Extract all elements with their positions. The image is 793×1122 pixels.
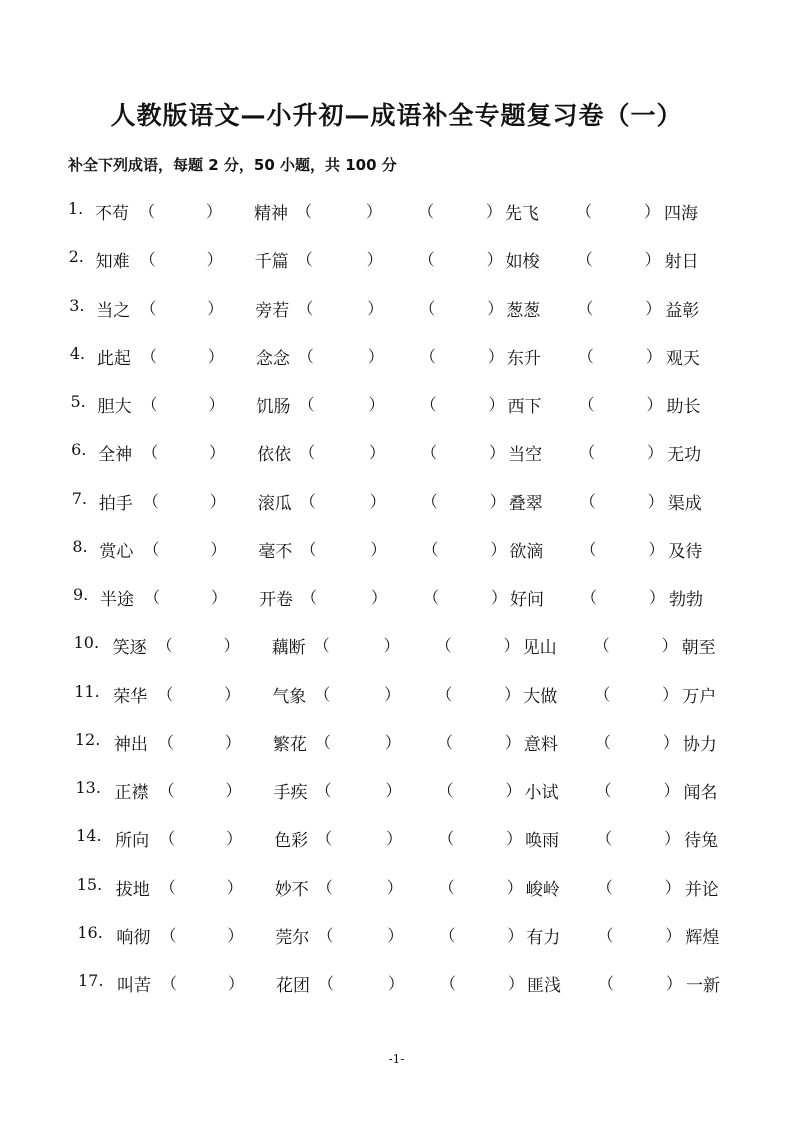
blank-open[interactable]: （ (581, 588, 598, 607)
blank-close: ） (367, 346, 384, 366)
idiom-word: 助长 (666, 397, 701, 417)
idiom-word: 东升 (506, 348, 541, 369)
blank-close: ） (645, 298, 662, 318)
idiom-word: 叫苦 (117, 976, 151, 996)
idiom-word: 胆大 (97, 397, 132, 417)
blank-open[interactable]: （ (301, 588, 318, 607)
idiom-word: 正襟 (114, 783, 149, 803)
blank-close: ） (664, 829, 681, 849)
blank-close: ） (366, 250, 383, 270)
blank-close: ） (384, 732, 401, 752)
blank-close: ） (367, 298, 384, 318)
idiom-word: 辉煌 (685, 927, 720, 948)
blank-open[interactable]: （ (139, 250, 156, 270)
blank-close: ） (385, 781, 402, 800)
blank-open[interactable]: （ (595, 781, 612, 800)
idiom-row (0, 296, 793, 326)
blank-close: ） (663, 781, 680, 800)
idiom-word: 大做 (523, 686, 558, 707)
blank-close: ） (388, 974, 405, 993)
blank-open[interactable]: （ (597, 925, 614, 945)
blank-open[interactable]: （ (421, 443, 438, 463)
blank-open[interactable]: （ (314, 684, 331, 704)
question-number: 16. (77, 922, 103, 942)
idiom-word: 半途 (100, 590, 134, 610)
blank-open[interactable]: （ (300, 539, 317, 559)
blank-open[interactable]: （ (420, 395, 437, 414)
blank-open[interactable]: （ (157, 684, 174, 704)
blank-close: ） (486, 250, 503, 270)
idiom-word: 当之 (96, 300, 131, 321)
blank-close: ） (489, 491, 506, 511)
blank-open[interactable]: （ (418, 202, 435, 221)
idiom-word: 荣华 (113, 686, 148, 707)
blank-open[interactable]: （ (419, 298, 436, 318)
idiom-word: 四海 (664, 204, 698, 224)
question-number: 2. (68, 247, 84, 267)
idiom-word: 此起 (96, 348, 131, 369)
blank-close: ） (368, 395, 385, 414)
blank-open[interactable]: （ (299, 443, 316, 463)
blank-close: ） (503, 636, 520, 656)
idiom-row (0, 633, 793, 663)
blank-open[interactable]: （ (160, 925, 177, 945)
idiom-word: 毫不 (258, 541, 293, 562)
question-number: 7. (71, 488, 88, 508)
blank-close: ） (504, 732, 521, 752)
idiom-row (0, 440, 793, 470)
blank-close: ） (649, 588, 666, 607)
blank-close: ） (386, 829, 403, 849)
blank-close: ） (208, 395, 225, 414)
question-number: 15. (76, 874, 103, 894)
blank-open[interactable]: （ (158, 781, 175, 800)
idiom-word: 赏心 (99, 541, 134, 562)
blank-open[interactable]: （ (579, 491, 596, 511)
blank-close: ） (206, 250, 223, 270)
blank-close: ） (369, 491, 386, 511)
idiom-word: 及待 (668, 541, 703, 562)
blank-close: ） (506, 829, 523, 849)
blank-close: ） (487, 346, 504, 366)
idiom-word: 欲滴 (509, 541, 544, 562)
blank-close: ） (209, 491, 226, 511)
idiom-word: 好问 (510, 590, 544, 610)
blank-open[interactable]: （ (316, 877, 333, 897)
blank-close: ） (209, 443, 226, 463)
blank-open[interactable]: （ (316, 829, 333, 849)
idiom-word: 妙不 (274, 879, 309, 900)
blank-close: ） (224, 732, 241, 752)
idiom-word: 笑逐 (112, 638, 147, 659)
idiom-word: 旁若 (255, 300, 290, 321)
blank-close: ） (383, 636, 400, 656)
blank-close: ） (370, 539, 387, 559)
idiom-word: 手疾 (273, 783, 308, 803)
blank-open[interactable]: （ (315, 781, 332, 800)
blank-close: ） (206, 202, 223, 221)
blank-close: ） (211, 588, 228, 607)
idiom-word: 气象 (272, 686, 307, 707)
question-number: 1. (68, 199, 84, 218)
idiom-row (0, 730, 793, 760)
blank-open[interactable]: （ (161, 974, 178, 993)
idiom-word: 全神 (98, 445, 133, 466)
question-number: 4. (69, 343, 86, 363)
idiom-word: 西下 (507, 397, 542, 417)
blank-open[interactable]: （ (436, 732, 453, 752)
page-title: 人教版语文—小升初—成语补全专题复习卷（一） (110, 101, 683, 130)
idiom-word: 花团 (276, 976, 310, 996)
blank-open[interactable]: （ (157, 732, 174, 752)
idiom-word: 意料 (523, 734, 558, 755)
idiom-word: 藕断 (271, 638, 306, 659)
blank-open[interactable]: （ (576, 250, 593, 270)
blank-close: ） (662, 684, 679, 704)
idiom-word: 一新 (686, 976, 720, 996)
blank-open[interactable]: （ (297, 346, 314, 366)
blank-open[interactable]: （ (440, 974, 457, 993)
blank-open[interactable]: （ (297, 298, 314, 318)
blank-open[interactable]: （ (577, 346, 594, 366)
idiom-word: 朝至 (681, 638, 716, 659)
idiom-row (0, 778, 793, 808)
blank-close: ） (210, 539, 227, 559)
idiom-word: 如梭 (505, 252, 540, 273)
idiom-word: 知难 (95, 252, 130, 273)
idiom-row (0, 537, 793, 567)
idiom-word: 葱葱 (506, 300, 541, 321)
blank-close: ） (488, 395, 505, 414)
blank-open[interactable]: （ (437, 781, 454, 800)
idiom-word: 色彩 (274, 831, 309, 852)
blank-close: ） (369, 443, 386, 463)
blank-open[interactable]: （ (435, 636, 452, 656)
blank-open[interactable]: （ (598, 974, 615, 993)
idiom-row (0, 344, 793, 374)
idiom-word: 饥肠 (256, 397, 291, 417)
idiom-word: 响彻 (116, 927, 151, 948)
idiom-word: 当空 (508, 445, 543, 466)
blank-close: ） (490, 539, 507, 559)
blank-open[interactable]: （ (142, 491, 159, 511)
blank-open[interactable]: （ (436, 684, 453, 704)
blank-close: ） (487, 298, 504, 318)
blank-open[interactable]: （ (577, 298, 594, 318)
idiom-word: 待兔 (684, 831, 719, 852)
question-number: 14. (76, 826, 102, 846)
blank-open[interactable]: （ (144, 588, 161, 607)
idiom-word: 所向 (115, 831, 150, 852)
blank-close: ） (224, 684, 241, 704)
blank-close: ） (661, 636, 678, 656)
blank-close: ） (662, 732, 679, 752)
blank-open[interactable]: （ (578, 395, 595, 414)
idiom-word: 协力 (682, 734, 717, 755)
blank-close: ） (226, 829, 243, 849)
question-number: 9. (73, 585, 89, 604)
blank-close: ） (207, 298, 224, 318)
blank-close: ） (508, 974, 525, 993)
blank-open[interactable]: （ (317, 925, 334, 945)
blank-open[interactable]: （ (299, 491, 316, 511)
blank-close: ） (207, 346, 224, 366)
question-number: 5. (70, 392, 86, 411)
blank-close: ） (666, 974, 683, 993)
idiom-word: 依依 (257, 445, 292, 466)
blank-open[interactable]: （ (139, 202, 156, 221)
idiom-word: 先飞 (505, 204, 539, 224)
blank-open[interactable]: （ (314, 732, 331, 752)
blank-open[interactable]: （ (142, 443, 159, 463)
blank-close: ） (644, 250, 661, 270)
idiom-word: 观天 (665, 348, 700, 369)
blank-open[interactable]: （ (596, 877, 613, 897)
blank-close: ） (226, 877, 243, 897)
idiom-word: 匪浅 (527, 976, 561, 996)
blank-close: ） (227, 925, 244, 945)
idiom-word: 闻名 (683, 783, 718, 803)
idiom-word: 并论 (684, 879, 719, 900)
blank-close: ） (507, 925, 524, 945)
idiom-word: 精神 (254, 204, 288, 224)
blank-close: ） (664, 877, 681, 897)
question-number: 8. (72, 536, 88, 556)
blank-open[interactable]: （ (143, 539, 160, 559)
blank-close: ） (387, 925, 404, 945)
blank-close: ） (491, 588, 508, 607)
idiom-word: 拔地 (115, 879, 150, 900)
blank-open[interactable]: （ (596, 829, 613, 849)
blank-open[interactable]: （ (438, 877, 455, 897)
blank-close: ） (645, 346, 662, 366)
question-number: 10. (73, 633, 100, 653)
blank-close: ） (504, 684, 521, 704)
blank-open[interactable]: （ (579, 443, 596, 463)
blank-open[interactable]: （ (593, 636, 610, 656)
idiom-row (0, 923, 793, 953)
idiom-row (0, 199, 793, 229)
blank-close: ） (506, 877, 523, 897)
idiom-word: 开卷 (259, 590, 293, 610)
question-number: 17. (78, 971, 104, 990)
blank-open[interactable]: （ (141, 395, 158, 414)
idiom-word: 念念 (255, 348, 290, 369)
idiom-word: 不苟 (95, 204, 129, 224)
blank-open[interactable]: （ (594, 732, 611, 752)
idiom-row (0, 392, 793, 422)
blank-open[interactable]: （ (318, 974, 335, 993)
question-number: 13. (75, 778, 101, 797)
blank-close: ） (648, 539, 665, 559)
blank-close: ） (505, 781, 522, 800)
blank-open[interactable]: （ (140, 346, 157, 366)
blank-close: ） (644, 202, 661, 221)
idiom-word: 益彰 (665, 300, 700, 321)
question-number: 12. (74, 729, 101, 749)
idiom-word: 唤雨 (525, 831, 560, 852)
blank-open[interactable]: （ (422, 539, 439, 559)
idiom-word: 峻岭 (525, 879, 560, 900)
idiom-word: 渠成 (667, 493, 702, 514)
blank-open[interactable]: （ (159, 829, 176, 849)
idiom-word: 莞尔 (275, 927, 310, 948)
blank-open[interactable]: （ (438, 829, 455, 849)
blank-open[interactable]: （ (594, 684, 611, 704)
idiom-row (0, 682, 793, 712)
blank-open[interactable]: （ (576, 202, 593, 221)
idiom-word: 万户 (682, 686, 717, 707)
idiom-word: 小试 (524, 783, 559, 803)
question-number: 3. (69, 295, 85, 315)
idiom-word: 千篇 (254, 252, 289, 273)
idiom-word: 叠翠 (508, 493, 543, 514)
idiom-row (0, 489, 793, 519)
blank-open[interactable]: （ (159, 877, 176, 897)
idiom-row (0, 247, 793, 277)
blank-close: ） (228, 974, 245, 993)
idiom-word: 射日 (664, 252, 699, 273)
blank-close: ） (647, 491, 664, 511)
blank-open[interactable]: （ (156, 636, 173, 656)
blank-open[interactable]: （ (296, 202, 313, 221)
blank-open[interactable]: （ (419, 346, 436, 366)
blank-close: ） (489, 443, 506, 463)
idiom-word: 勃勃 (669, 590, 703, 610)
question-number: 11. (74, 681, 100, 701)
idiom-word: 拍手 (98, 493, 133, 514)
blank-close: ） (366, 202, 383, 221)
page-number: -1- (388, 1052, 405, 1066)
idiom-word: 有力 (526, 927, 561, 948)
blank-open[interactable]: （ (439, 925, 456, 945)
idiom-row (0, 875, 793, 905)
instructions: 补全下列成语，每题 2 分，50 小题，共 100 分 (68, 156, 397, 174)
blank-close: ） (386, 877, 403, 897)
blank-close: ） (223, 636, 240, 656)
idiom-row (0, 826, 793, 856)
blank-close: ） (665, 925, 682, 945)
blank-open[interactable]: （ (313, 636, 330, 656)
idiom-word: 见山 (522, 638, 557, 659)
blank-close: ） (384, 684, 401, 704)
idiom-word: 滚瓜 (257, 493, 292, 514)
blank-close: ） (225, 781, 242, 800)
blank-open[interactable]: （ (296, 250, 313, 270)
blank-open[interactable]: （ (418, 250, 435, 270)
blank-close: ） (486, 202, 503, 221)
blank-open[interactable]: （ (423, 588, 440, 607)
idiom-word: 繁花 (272, 734, 307, 755)
blank-close: ） (646, 395, 663, 414)
question-number: 6. (71, 440, 87, 460)
idiom-row (0, 585, 793, 615)
blank-close: ） (371, 588, 388, 607)
blank-open[interactable]: （ (298, 395, 315, 414)
blank-close: ） (647, 443, 664, 463)
idiom-word: 神出 (113, 734, 148, 755)
idiom-row (0, 971, 793, 1001)
blank-open[interactable]: （ (580, 539, 597, 559)
blank-open[interactable]: （ (421, 491, 438, 511)
blank-open[interactable]: （ (140, 298, 157, 318)
idiom-word: 无功 (667, 445, 702, 466)
